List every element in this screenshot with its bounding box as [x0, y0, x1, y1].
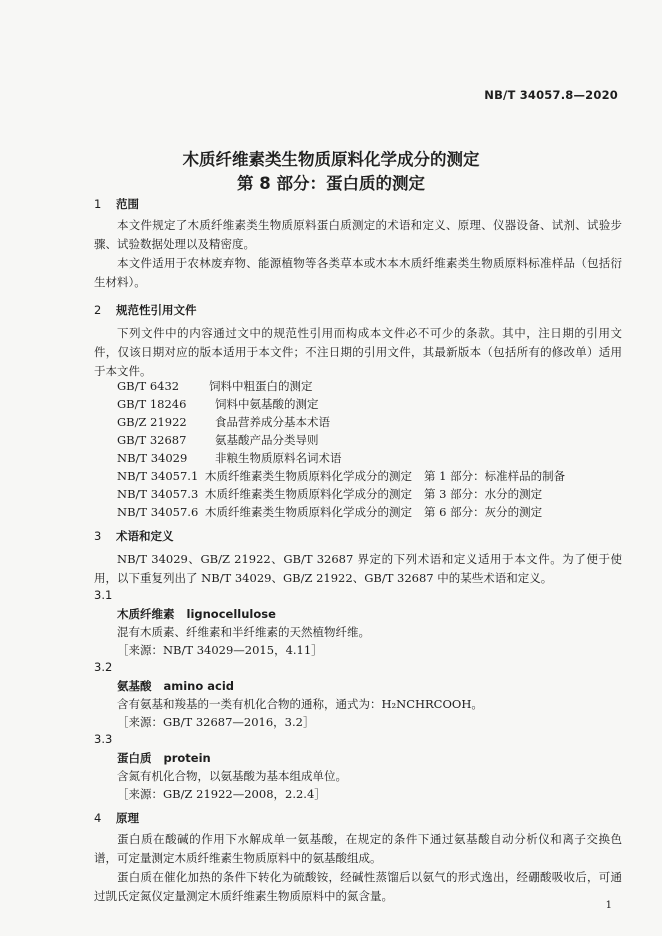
reference-code: GB/Z 21922: [117, 415, 187, 429]
paragraph: 下列文件中的内容通过文中的规范性引用而构成本文件必不可少的条款。其中，注日期的引用文件，仅该日期对应的版本适用于本文件；不注日期的引用文件，其最新版本（包括所有的修改单）适用于本文件。: [94, 326, 622, 378]
reference-item: [117, 486, 542, 502]
term-number: 3.2: [94, 660, 113, 674]
reference-code: NB/T 34029: [117, 451, 188, 465]
reference-title: 木质纤维素类生物质原料化学成分的测定: [205, 487, 412, 501]
term-english: lignocellulose: [186, 607, 276, 621]
paragraph: 蛋白质在催化加热的条件下转化为硫酸铵，经碱性蒸馏后以氨气的形式逸出，经硼酸吸收后，可通过凯氏定氮仪定量测定木质纤维素生物质原料中的氮含量。: [94, 870, 622, 903]
term-chinese: 氨基酸: [117, 679, 152, 693]
reference-title: 木质纤维素类生物质原料化学成分的测定: [205, 505, 412, 519]
term-number: 3.3: [94, 732, 113, 746]
section-heading-principle: [94, 810, 139, 826]
reference-title: 食品营养成分基本术语: [215, 415, 330, 429]
term-chinese: 蛋白质: [117, 751, 152, 765]
reference-title: 饲料中粗蛋白的测定: [209, 379, 313, 393]
section-title: 规范性引用文件: [116, 303, 197, 317]
reference-item: [117, 468, 565, 484]
section-title: 原理: [116, 811, 140, 825]
term-heading: [117, 750, 211, 766]
reference-part: 第 1 部分：标准样品的制备: [424, 469, 566, 483]
term-heading: [117, 606, 276, 622]
reference-code: NB/T 34057.3: [117, 487, 199, 501]
reference-part: 第 3 部分：水分的测定: [424, 487, 543, 501]
reference-title: 非粮生物质原料名词术语: [215, 451, 342, 465]
term-heading: [117, 678, 234, 694]
term-definition: 混有木质素、纤维素和半纤维素的天然植物纤维。: [117, 625, 370, 639]
reference-part: 第 6 部分：灰分的测定: [424, 505, 543, 519]
reference-code: GB/T 18246: [117, 397, 187, 411]
term-english: amino acid: [163, 679, 235, 693]
term-source: ［来源：GB/T 32687—2016，3.2］: [117, 715, 315, 729]
section-number: 3: [94, 529, 102, 543]
page-number: 1: [605, 900, 612, 911]
section-title: 术语和定义: [116, 529, 174, 543]
reference-code: GB/T 32687: [117, 433, 187, 447]
section-heading-scope: [94, 196, 139, 212]
reference-title: 氨基酸产品分类导则: [215, 433, 319, 447]
reference-title: 木质纤维素类生物质原料化学成分的测定: [205, 469, 412, 483]
reference-code: GB/T 6432: [117, 379, 180, 393]
section-number: 4: [94, 811, 102, 825]
term-chinese: 木质纤维素: [117, 607, 175, 621]
term-source: ［来源：GB/Z 21922—2008，2.2.4］: [117, 787, 326, 801]
standard-code: NB/T 34057.8—2020: [484, 88, 618, 102]
document-title: 木质纤维素类生物质原料化学成分的测定: [182, 150, 480, 169]
term-english: protein: [163, 751, 211, 765]
paragraph: NB/T 34029、GB/Z 21922、GB/T 32687 界定的下列术语和定义适用于本文件。为了便于使用，以下重复列出了 NB/T 34029、GB/Z 21922、GB/T 32687 中的某些术语和定义。: [94, 552, 622, 585]
paragraph: 本文件规定了木质纤维素类生物质原料蛋白质测定的术语和定义、原理、仪器设备、试剂、试验步骤、试验数据处理以及精密度。: [94, 218, 622, 251]
reference-item: [117, 378, 313, 394]
section-number: 1: [94, 197, 102, 211]
section-heading-terms-and-definitions: [94, 528, 174, 544]
term-definition: 含氮有机化合物，以氨基酸为基本组成单位。: [117, 769, 347, 783]
paragraph: 蛋白质在酸碱的作用下水解成单一氨基酸，在规定的条件下通过氨基酸自动分析仪和离子交换色谱，可定量测定木质纤维素生物质原料中的氨基酸组成。: [94, 832, 622, 865]
section-heading-normative-references: [94, 302, 197, 318]
section-number: 2: [94, 303, 102, 317]
reference-code: NB/T 34057.6: [117, 505, 199, 519]
term-source: ［来源：NB/T 34029—2015，4.11］: [117, 643, 323, 657]
reference-item: [117, 504, 542, 520]
reference-code: NB/T 34057.1: [117, 469, 199, 483]
reference-title: 饲料中氨基酸的测定: [215, 397, 319, 411]
section-title: 范围: [116, 197, 140, 211]
term-definition: 含有氨基和羧基的一类有机化合物的通称，通式为：H₂NCHRCOOH。: [117, 697, 483, 711]
reference-item: [117, 414, 330, 430]
reference-item: [117, 396, 319, 412]
paragraph: 本文件适用于农林废弃物、能源植物等各类草本或木本木质纤维素类生物质原料标准样品（包括衍生材料）。: [94, 256, 622, 289]
document-subtitle: 第 8 部分：蛋白质的测定: [237, 174, 425, 193]
term-number: 3.1: [94, 588, 113, 602]
reference-item: [117, 432, 319, 448]
reference-item: [117, 450, 342, 466]
